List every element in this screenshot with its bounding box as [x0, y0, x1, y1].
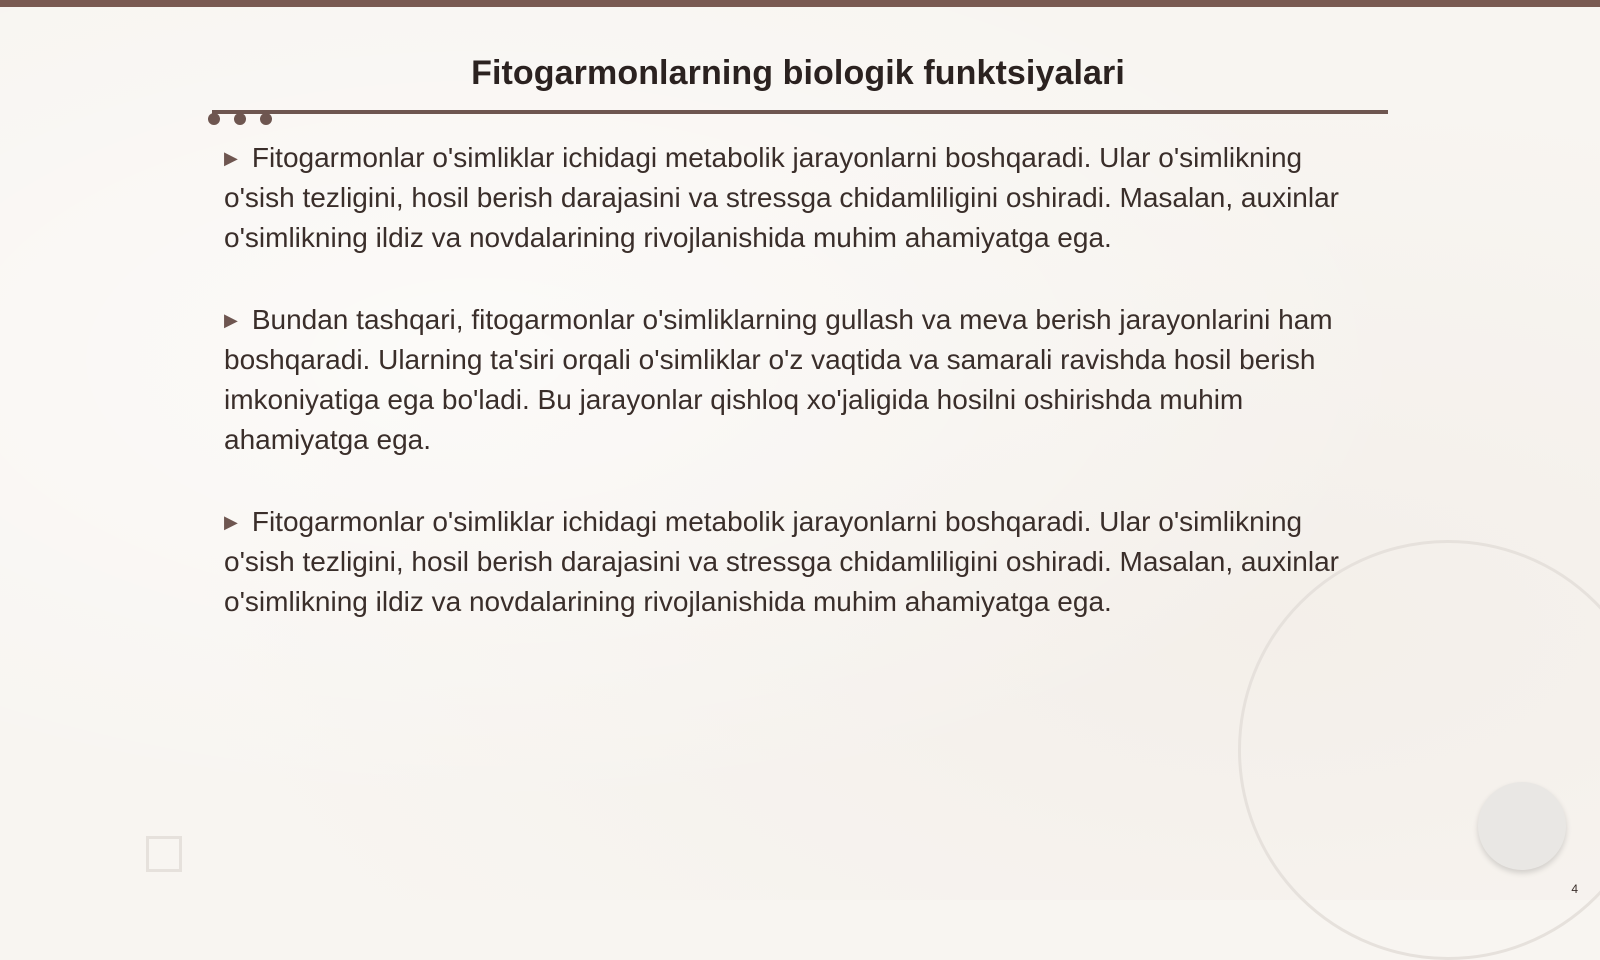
bullet-text: Bundan tashqari, fitogarmonlar o'simliklarning gullash va meva berish jarayonlarini ham boshqaradi. Ularning ta'siri orqali o'simliklar o'z vaqtida va samarali ravishda hosil berish imkoniyatiga ega bo'ladi. Bu jarayonlar qishloq xo'jaligida hosilni oshirishda muhim ahamiyatga ega. — [224, 304, 1333, 455]
bullet-list — [224, 138, 1374, 664]
bullet-item — [224, 138, 1374, 258]
bullet-text: Fitogarmonlar o'simliklar ichidagi metabolik jarayonlarni boshqaradi. Ular o'simlikning o'sish tezligini, hosil berish darajasini va stressga chidamliligini oshiradi. Masalan, auxinlar o'simlikning ildiz va novdalarining rivojlanishida muhim ahamiyatga ega. — [224, 506, 1339, 617]
bullet-item — [224, 300, 1374, 460]
top-accent-bar — [0, 0, 1600, 7]
bullet-item — [224, 502, 1374, 622]
decorative-dot — [260, 113, 272, 125]
decorative-dot — [234, 113, 246, 125]
bullet-arrow-icon: ▶ — [224, 148, 238, 168]
bullet-arrow-icon: ▶ — [224, 512, 238, 532]
decorative-circle-filled — [1478, 782, 1566, 870]
bullet-text: Fitogarmonlar o'simliklar ichidagi metabolik jarayonlarni boshqaradi. Ular o'simlikning o'sish tezligini, hosil berish darajasini va stressga chidamliligini oshiradi. Masalan, auxinlar o'simlikning ildiz va novdalarining rivojlanishida muhim ahamiyatga ega. — [224, 142, 1339, 253]
bullet-arrow-icon: ▶ — [224, 310, 238, 330]
decorative-dot — [208, 113, 220, 125]
title-underline — [212, 110, 1388, 114]
page-number: 4 — [1571, 882, 1578, 896]
decorative-square — [146, 836, 182, 872]
slide-title: Fitogarmonlarning biologik funktsiyalari — [471, 54, 1125, 92]
